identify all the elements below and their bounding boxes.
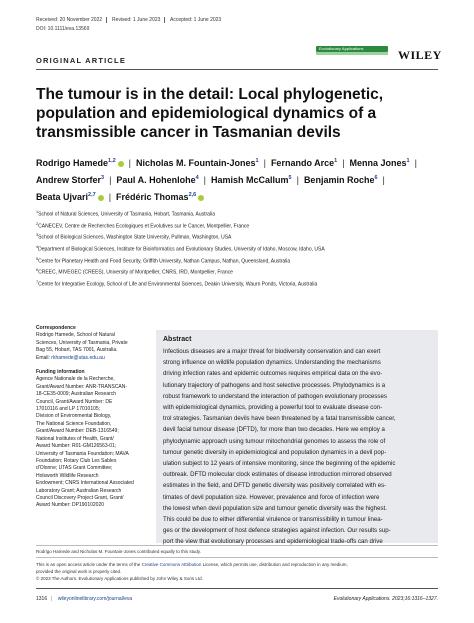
affiliation bbox=[36, 278, 446, 290]
author-name: Nicholas M. Fountain-Jones bbox=[136, 158, 256, 168]
abstract-line: estimates in the field, and DFTD genetic diversity was positively correlated with es- bbox=[163, 482, 387, 490]
funding-line: d'Olonne; UTAS Grant Committee; bbox=[36, 465, 113, 472]
abstract-body bbox=[163, 346, 431, 548]
affiliation-text: CREEC, MIVEGEC (CREES), University of Montpellier, CNRS, IRD, Montpellier, France bbox=[38, 269, 233, 276]
author-affil-ref: 4 bbox=[195, 175, 199, 181]
journal-badge[interactable] bbox=[316, 46, 388, 55]
page-number: 1316 bbox=[36, 596, 48, 602]
copyright: © 2023 The Authors. Evolutionary Applications published by John Wiley & Sons Ltd. bbox=[36, 576, 203, 581]
abstract-line: This could be due to either differential virulence or transmissibility in tumour linea- bbox=[163, 516, 383, 524]
author-name: Fernando Arce bbox=[270, 158, 335, 168]
footnote-rule bbox=[36, 545, 438, 546]
author-name: Beata Ujvari bbox=[36, 192, 89, 202]
affiliation-number: 4 bbox=[36, 244, 39, 249]
divider: | bbox=[128, 158, 132, 168]
funding-line: Endowment; CNRS International Associated bbox=[36, 480, 134, 487]
page-footer-left bbox=[36, 596, 132, 602]
funding-line: Award Number: R01-GM126563-01; bbox=[36, 443, 117, 450]
article-title: The tumour is in the detail: Local phylogenetic, population and epidemiological dynamics of a transmissible cancer in Tasmanian devils bbox=[36, 86, 384, 141]
affiliation-number: 5 bbox=[36, 256, 39, 261]
license-text: This is an open access article under the terms of the bbox=[36, 562, 141, 567]
abstract-line: the lowest when devil population size and tumour genetic diversity was the highest. bbox=[163, 504, 387, 512]
divider: | bbox=[108, 192, 112, 202]
funding-line: Council Discovery Project Grant, Grant/ bbox=[36, 494, 124, 501]
author-list bbox=[36, 154, 446, 205]
funding-line: Laboratory Grant; Australian Research bbox=[36, 487, 122, 494]
author-name: Rodrigo Hamede bbox=[36, 158, 109, 168]
orcid-icon[interactable] bbox=[198, 195, 204, 201]
funding-line: 17010116 and LP 17010105; bbox=[36, 406, 101, 413]
divider: | bbox=[342, 158, 345, 168]
funding-line: Award Number: DP190102020 bbox=[36, 502, 105, 509]
orcid-icon[interactable] bbox=[98, 195, 104, 201]
abstract-line: outbreak. DFTD molecular clock estimates of disease introduction mirrored observed bbox=[163, 471, 392, 479]
author-affil-ref: 1 bbox=[406, 158, 410, 164]
affiliation-text: Department of Biological Sciences, Institute for Bioinformatics and Evolutionary Studies, University of Idaho, Moscow, Idaho, USA bbox=[38, 246, 325, 253]
author-name: Andrew Storfer bbox=[36, 175, 102, 185]
abstract-line: with epidemiological dynamics, providing a powerful tool to evaluate disease con- bbox=[163, 404, 383, 412]
correspondence-line: Rodrigo Hamede, School of Natural bbox=[36, 332, 115, 339]
funding-line: The National Science Foundation, bbox=[36, 420, 112, 427]
spacer bbox=[36, 362, 144, 369]
divider: | bbox=[414, 158, 417, 168]
author[interactable] bbox=[211, 175, 292, 185]
divider bbox=[106, 17, 107, 23]
publisher-logo: WILEY bbox=[398, 48, 442, 62]
cc-license-link[interactable]: Creative Commons Attribution bbox=[141, 562, 202, 567]
abstract-line: driving infection rates and epidemic outcomes requires empirical data on the evo- bbox=[163, 370, 383, 378]
accepted-date: Accepted: 1 June 2023 bbox=[170, 17, 222, 24]
funding-line: University of Tasmania Foundation; MAVA bbox=[36, 450, 129, 457]
abstract-line: port the view that evolutionary processes and epidemiological trade-offs can drive bbox=[163, 538, 383, 546]
author-affil-ref: 5 bbox=[288, 175, 292, 181]
funding-line: Council, Grant/Award Number: DE bbox=[36, 398, 113, 405]
license-notice bbox=[36, 561, 446, 582]
affiliation bbox=[36, 266, 446, 278]
abstract-line: phylodynamic approach using tumour mitochondrial genomes to assess the role of bbox=[163, 437, 386, 445]
footnote-rule bbox=[36, 557, 438, 558]
doi[interactable]: DOI: 10.1111/eva.13569 bbox=[36, 26, 90, 32]
license-text: License, which permits use, distribution and reproduction in any medium, bbox=[202, 562, 348, 567]
affiliation-text: Centre for Integrative Ecology, School of Life and Environmental Sciences, Deakin University, Waurn Ponds, Victoria, Australia bbox=[38, 281, 318, 288]
affiliation-number: 6 bbox=[36, 268, 39, 273]
header-rule bbox=[36, 69, 438, 70]
author[interactable] bbox=[36, 175, 104, 185]
abstract-line: ulation subject to 12 years of intensive monitoring, since the beginning of the epidemic bbox=[163, 460, 396, 468]
correspondence-line: Bag 55, Hobart, TAS 7001, Australia. bbox=[36, 347, 118, 354]
abstract-line: ges or the development of host defence strategies against infection. Our results sup- bbox=[163, 527, 391, 535]
author-affil-ref: 6 bbox=[374, 175, 378, 181]
divider: | bbox=[382, 175, 385, 185]
author-affil-ref: 2,7 bbox=[88, 192, 96, 198]
author-affil-ref: 2,6 bbox=[188, 192, 197, 198]
journal-url-link[interactable]: wileyonlinelibrary.com/journal/eva bbox=[57, 596, 133, 602]
journal-citation: Evolutionary Applications. 2023;16:1316–1327. bbox=[333, 596, 438, 602]
abstract-heading: Abstract bbox=[163, 336, 192, 343]
received-date: Received: 20 November 2022 bbox=[36, 17, 103, 24]
funding-line: Agence Nationale de la Recherche, bbox=[36, 376, 115, 383]
affiliation-number: 1 bbox=[36, 210, 39, 214]
author-name: Frédéric Thomas bbox=[116, 192, 189, 202]
abstract-line: robust framework to understand the interaction of pathogen evolutionary processes bbox=[163, 392, 387, 400]
email-link[interactable]: rkhamede@utas.edu.au bbox=[51, 354, 105, 361]
footer-rule bbox=[36, 588, 438, 589]
author-affil-ref: 3 bbox=[101, 175, 105, 181]
author[interactable] bbox=[36, 158, 124, 168]
correspondence-email-line bbox=[36, 355, 144, 362]
divider: | bbox=[263, 158, 266, 168]
email-label: Email: bbox=[36, 354, 50, 361]
journal-badge-strip bbox=[316, 52, 388, 55]
author-affil-ref: 1,2 bbox=[108, 158, 116, 164]
affiliation-number: 7 bbox=[36, 279, 39, 284]
author[interactable] bbox=[136, 158, 259, 168]
author[interactable] bbox=[116, 192, 204, 202]
author[interactable] bbox=[116, 175, 198, 185]
funding-line: Grant/Award Number: DEB-1316549; bbox=[36, 428, 119, 435]
abstract-line: tumour genetic diversity in epidemiological and population dynamics in a devil pop- bbox=[163, 448, 387, 456]
article-dates bbox=[36, 17, 225, 24]
affiliation bbox=[36, 231, 446, 243]
contribution-note: Rodrigo Hamede and Nicholas M. Fountain-Jones contributed equally to this study. bbox=[36, 549, 202, 554]
sidebar bbox=[36, 325, 144, 510]
affiliation bbox=[36, 243, 446, 255]
affiliation bbox=[36, 220, 446, 232]
funding-line: National Institutes of Health, Grant/ bbox=[36, 435, 114, 442]
funding-line: Foundation; Rotary Club Les Sables bbox=[36, 457, 117, 464]
affiliation bbox=[36, 255, 446, 267]
abstract-line: strong influence on wildlife population dynamics. Understanding the mechanisms bbox=[163, 359, 381, 367]
author-name: Paul A. Hohenlohe bbox=[116, 175, 196, 185]
affiliation-text: School of Natural Sciences, University of Tasmania, Hobart, Tasmania, Australia bbox=[38, 211, 215, 218]
author[interactable] bbox=[36, 192, 104, 202]
funding-line: Grant/Award Number: ANR-TRANSCAN- bbox=[36, 383, 128, 390]
author-name: Menna Jones bbox=[349, 158, 407, 168]
author[interactable] bbox=[271, 158, 337, 168]
affiliation-text: School of Biological Sciences, Washington State University, Pullman, Washington, USA bbox=[38, 234, 232, 241]
abstract-line: timates of devil population size. However, prevalence and force of infection were bbox=[163, 493, 380, 501]
abstract-line: devil facial tumour disease (DFTD), for more than two decades. Here we employ a bbox=[163, 426, 385, 434]
affiliation-number: 3 bbox=[36, 233, 39, 238]
journal-badge-label: Evolutionary Applications bbox=[316, 46, 388, 52]
affiliation-text: CANECEV, Centre de Recherches Ecologiques et Evolutives sur le Cancer, Montpellier, France bbox=[38, 223, 250, 230]
divider: | bbox=[51, 596, 53, 602]
abstract-line: Infectious diseases are a major threat for biodiversity conservation and can exert bbox=[163, 348, 381, 355]
author[interactable] bbox=[350, 158, 410, 168]
license-line bbox=[36, 561, 446, 568]
divider bbox=[164, 17, 165, 23]
funding-line: Division of Environmental Biology, bbox=[36, 413, 112, 420]
author-affil-ref: 1 bbox=[255, 158, 259, 164]
affiliations bbox=[36, 208, 446, 290]
author-name: Hamish McCallum bbox=[211, 175, 289, 185]
author[interactable] bbox=[304, 175, 378, 185]
author-affil-ref: 1 bbox=[334, 158, 338, 164]
abstract-box bbox=[156, 330, 438, 546]
abstract-line: lutionary trajectory of pathogens and host selective processes. Phylodynamics is a bbox=[163, 381, 386, 389]
affiliation bbox=[36, 208, 446, 220]
license-line: provided the original work is properly cited. bbox=[36, 569, 122, 574]
abstract-line: trol strategies. Tasmanian devils have been threatened by a fatal transmissible cancer, bbox=[163, 415, 396, 423]
funding-heading: Funding information bbox=[36, 369, 85, 376]
divider: | bbox=[109, 175, 112, 185]
revised-date: Revised: 1 June 2023 bbox=[112, 17, 161, 24]
divider: | bbox=[296, 175, 299, 185]
funding-line: Holsworth Wildlife Research bbox=[36, 472, 99, 479]
orcid-icon[interactable] bbox=[118, 161, 124, 167]
author-name: Benjamin Roche bbox=[303, 175, 375, 185]
affiliation-text: Centre for Planetary Health and Food Security, Griffith University, Nathan Campus, Nathan, Queensland, Australia bbox=[38, 258, 291, 265]
divider: | bbox=[203, 175, 206, 185]
article-type: ORIGINAL ARTICLE bbox=[36, 56, 127, 65]
affiliation-number: 2 bbox=[36, 221, 39, 226]
correspondence-line: Sciences, University of Tasmania, Private bbox=[36, 339, 128, 346]
correspondence-heading: Correspondence bbox=[36, 325, 76, 331]
funding-line: 18-CE35-0009; Australian Research bbox=[36, 391, 117, 398]
